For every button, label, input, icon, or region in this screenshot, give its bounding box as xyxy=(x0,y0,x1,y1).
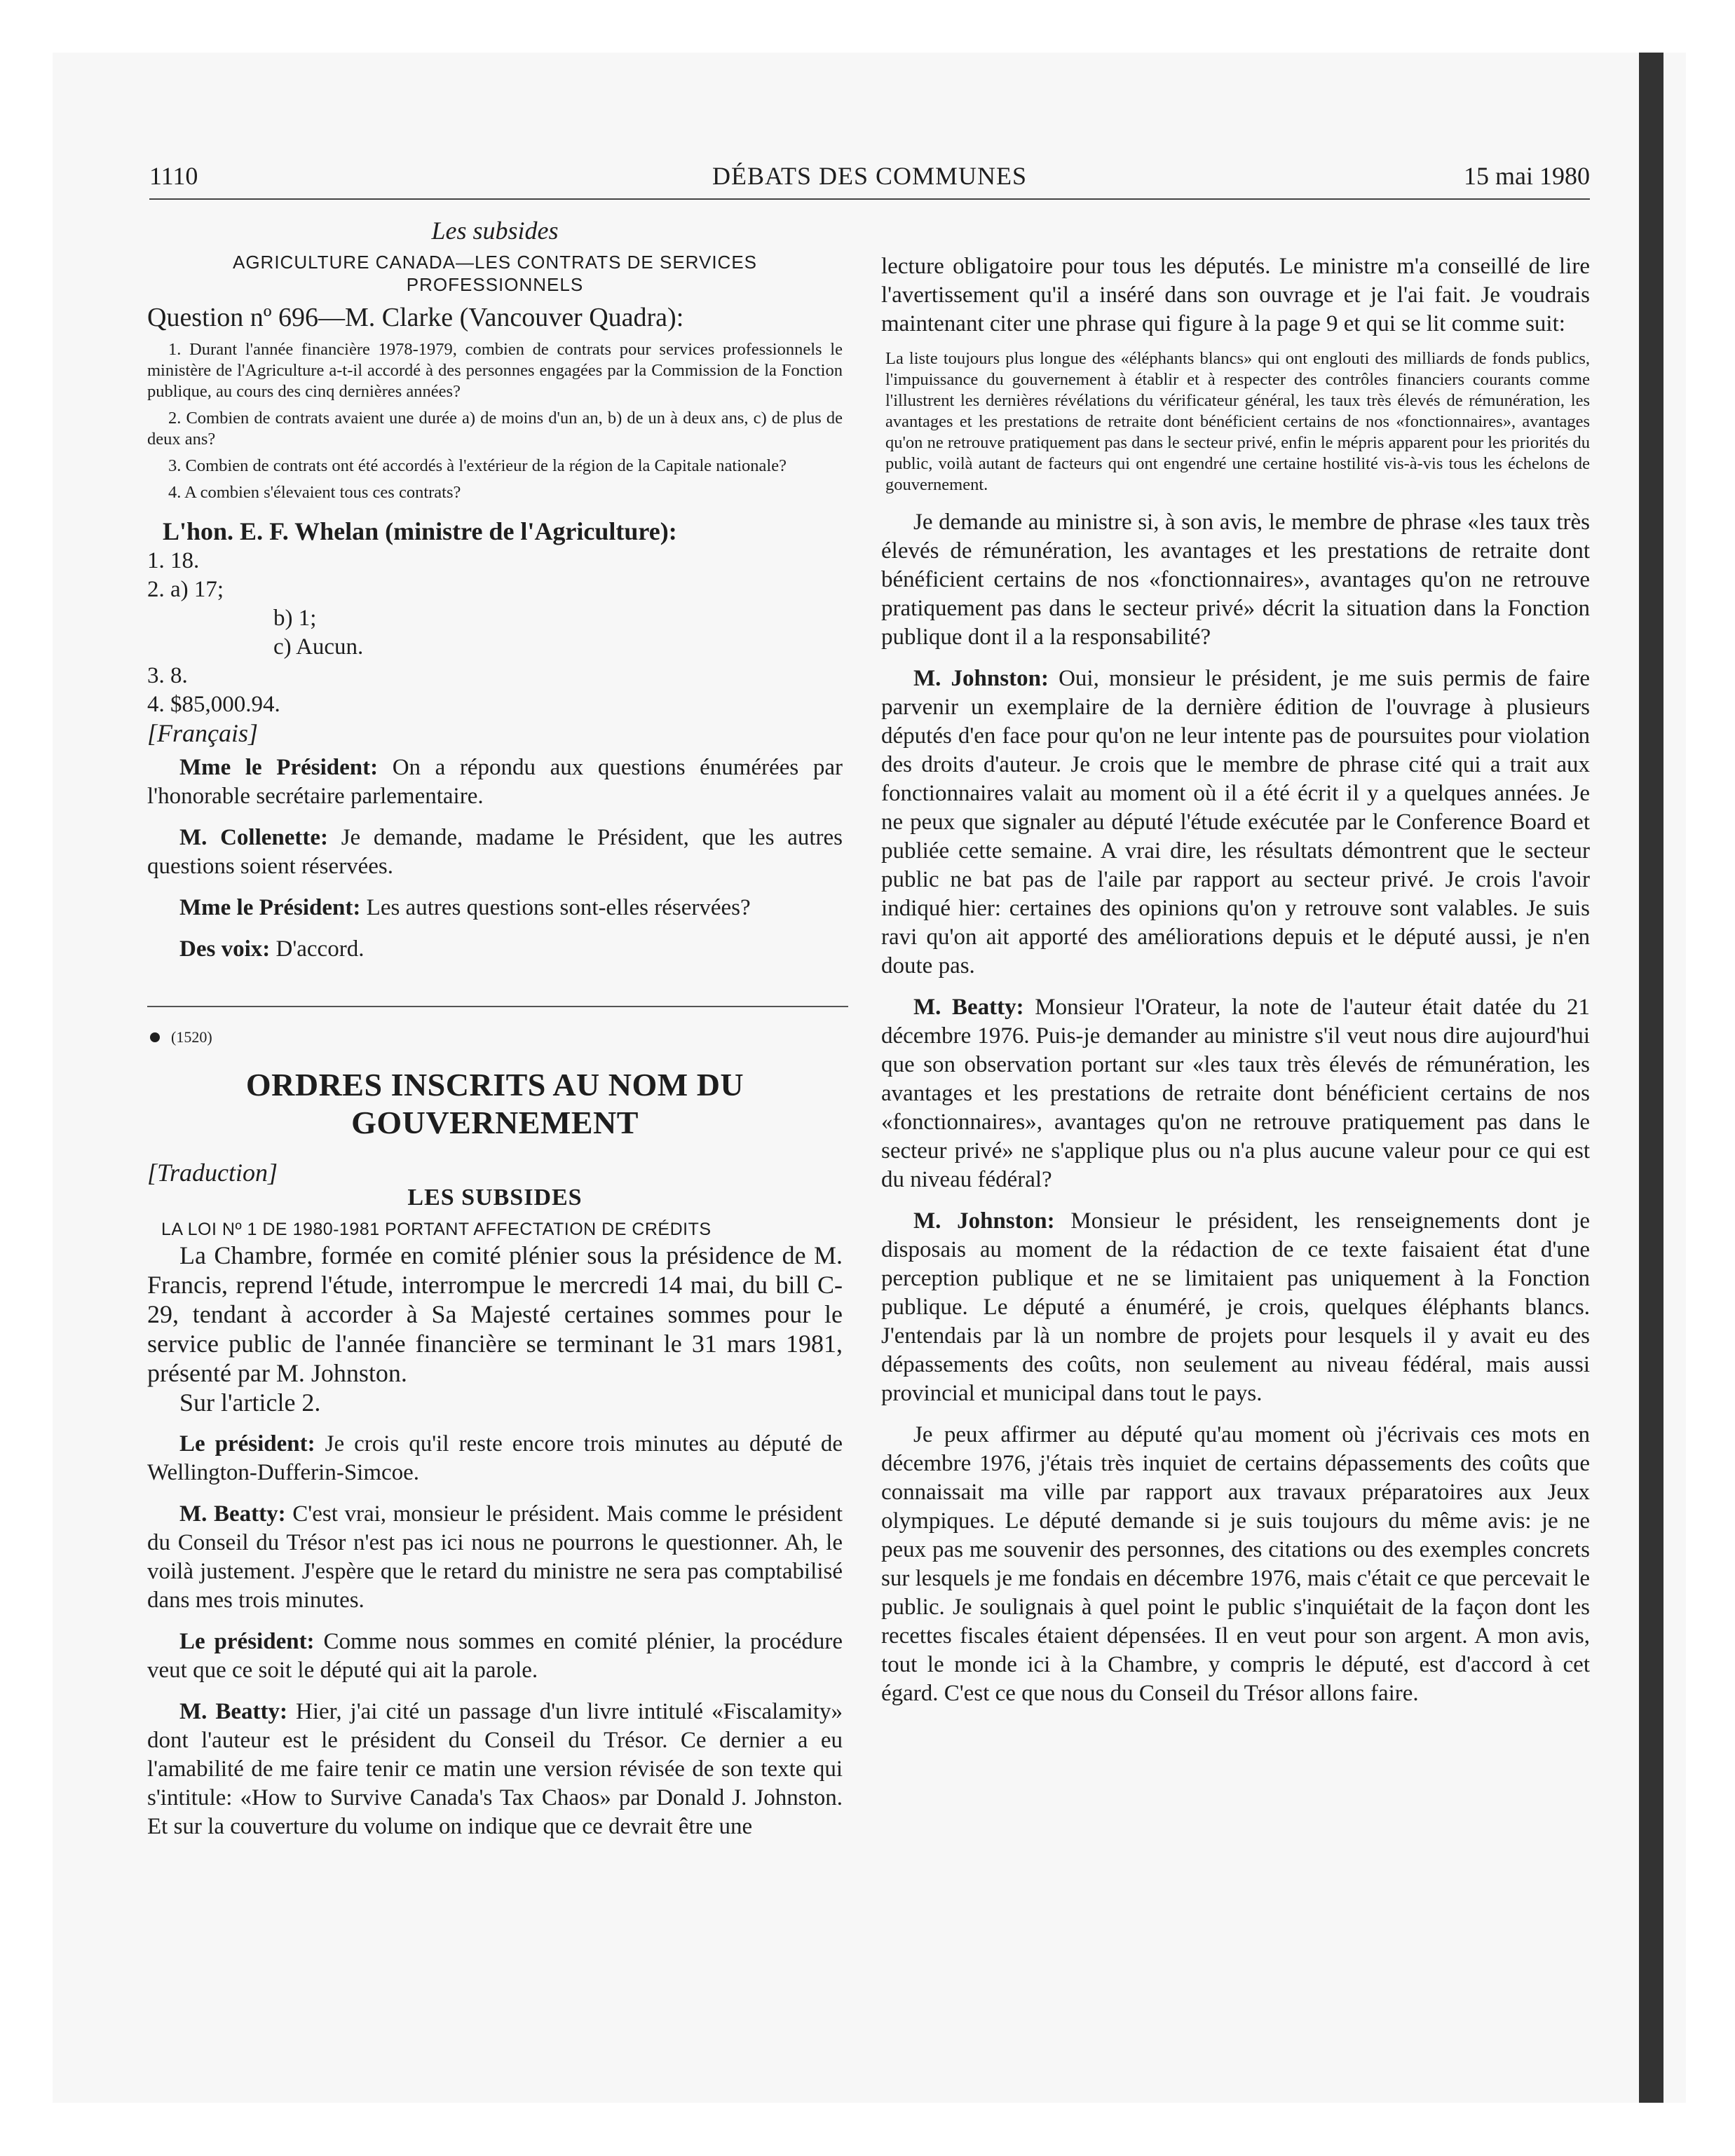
speaker-name: M. Johnston: xyxy=(913,666,1049,691)
book-quotation: La liste toujours plus longue des «éléphants blancs» qui ont englouti des milliards de fonds publics, l'impuissance du gouvernement à établir et à respecter des contrôles financiers courants comme l'illustrent les dernières révélations du vérificateur général, les taux très élevés de rémunération, les avantages et les prestations de retraite dont bénéficient certains de nos «fonctionnaires», avantages qu'on ne retrouve pratiquement pas dans le secteur privé, enfin le mépris apparent pour les priorités du public, voilà autant de facteurs qui ont engendré une certaine hostilité vis-à-vis tous les échelons de gouvernement. xyxy=(885,349,1590,494)
page-number: 1110 xyxy=(149,162,198,190)
johnston-continued: Je peux affirmer au député qu'au moment où j'écrivais ces mots en décembre 1976, j'étais très inquiet de certains dépassements des coûts que connaissait ma ville par rapport aux travaux préparatoires aux Jeux olympiques. Le député demande si je suis toujours du même avis: je ne peux pas me souvenir des personnes, des citations ou des exemples concrets sur lesquels je me fondais en décembre 1976, mais c'était ce que percevait le public. Je soulignais à quel point le public s'inquiétait de la façon dont les recettes fiscales étaient dépensées. Il en veut pour son argent. A mon avis, tout le monde ici à la Chambre, y compris le député, est d'accord à cet égard. C'est ce que nous du Conseil du Trésor allons faire. xyxy=(881,1422,1590,1706)
bill-title: LA LOI Nº 1 DE 1980-1981 PORTANT AFFECTATION DE CRÉDITS xyxy=(161,1220,712,1239)
language-note-francais: [Français] xyxy=(147,719,259,747)
answer-3: 3. 8. xyxy=(147,663,188,688)
timestamp-marker xyxy=(147,1028,843,1046)
speech-text: Les autres questions sont-elles réservées? xyxy=(360,895,751,920)
scan-binding-edge xyxy=(1639,53,1663,2103)
speech-chair-1 xyxy=(147,1430,843,1487)
speech-text: Monsieur l'Orateur, la note de l'auteur était datée du 21 décembre 1976. Puis-je demander au ministre s'il veut nous dire aujourd'hui que son observation portant sur «les taux très élevés de rémunération, les avantages et les prestations de retraite dont bénéficient certains de nos «fonctionnaires», avantages qu'on ne retrouve pratiquement pas dans le secteur privé» ne s'applique plus ou n'a plus aucune valeur pour ce qui est du niveau fédéral? xyxy=(881,995,1590,1192)
speaker-name: Mme le Président: xyxy=(179,895,361,920)
orders-heading: ORDRES INSCRITS AU NOM DU GOUVERNEMENT xyxy=(245,1067,744,1140)
timestamp-text: (1520) xyxy=(171,1028,212,1046)
left-column xyxy=(147,216,843,1841)
speech-text: D'accord. xyxy=(270,936,365,962)
answer-1: 1. 18. xyxy=(147,548,200,573)
answer-4: 4. $85,000.94. xyxy=(147,692,280,717)
speech-text: Je crois qu'il reste encore trois minutes au député de Wellington-Dufferin-Simcoe. xyxy=(147,1431,843,1485)
speaker-name: Le président: xyxy=(179,1431,315,1456)
right-column xyxy=(881,252,1590,1708)
speech-text: Oui, monsieur le président, je me suis permis de faire parvenir un exemplaire de la dernière édition de l'ouvrage à plusieurs députés d'en face pour qu'on ne leur intente pas de poursuites pour violation des droits d'auteur. Je crois que le membre de phrase cité qui a trait aux fonctionnaires valait au moment où il a été écrit il y a quelques années. Je ne peux que signaler au député l'étude exécutée par le Conference Board et publiée cette semaine. A vrai dire, les résultats démontrent que le secteur public ne bat pas de l'aile par rapport au secteur privé. Je crois l'avoir indiqué hier: certaines des opinions qu'on y retrouve sont valables. Je suis ravi qu'on ait apporté des améliorations depuis et le député aussi, je n'en doute pas. xyxy=(881,666,1590,978)
section-divider xyxy=(147,1006,848,1007)
language-note-traduction: [Traduction] xyxy=(147,1159,278,1187)
section-subsides-italic: Les subsides xyxy=(431,217,559,245)
speaker-name: Mme le Président: xyxy=(179,755,379,780)
running-title: DÉBATS DES COMMUNES xyxy=(712,162,1028,190)
subsides-heading: LES SUBSIDES xyxy=(407,1185,583,1210)
article-note: Sur l'article 2. xyxy=(179,1389,321,1417)
page-date: 15 mai 1980 xyxy=(1464,162,1590,190)
speech-text: C'est vrai, monsieur le président. Mais comme le président du Conseil du Trésor n'est pas ici nous ne pourrons le questionner. Ah, le voilà justement. J'espère que le retard du ministre ne sera pas comptabilisé dans mes trois minutes. xyxy=(147,1501,843,1613)
speech-president-1 xyxy=(147,753,843,811)
question-3: 3. Combien de contrats ont été accordés à l'extérieur de la région de la Capitale nationale? xyxy=(168,456,787,475)
question-to-minister: Je demande au ministre si, à son avis, le membre de phrase «les taux très élevés de rémunération, les avantages et les prestations de retraite dont bénéficient certains de nos «fonctionnaires», avantages qu'on ne retrouve pratiquement pas dans le secteur privé» décrit la situation dans la Fonction publique dont il a la responsabilité? xyxy=(881,510,1590,650)
page-header xyxy=(149,161,1590,195)
speech-des-voix xyxy=(147,935,843,964)
speaker-name: M. Beatty: xyxy=(179,1501,286,1527)
speech-johnston-1 xyxy=(881,664,1590,981)
speaker-name: Des voix: xyxy=(179,936,271,962)
speech-beatty-3 xyxy=(881,993,1590,1194)
speech-collenette xyxy=(147,824,843,881)
question-topic: AGRICULTURE CANADA—LES CONTRATS DE SERVICES PROFESSIONNELS xyxy=(232,252,758,295)
speech-text: Comme nous sommes en comité plénier, la procédure veut que ce soit le député qui ait la parole. xyxy=(147,1629,843,1683)
speaker-name: Le président: xyxy=(179,1629,315,1654)
header-rule xyxy=(149,198,1590,200)
answer-list xyxy=(147,547,843,719)
speech-text: Hier, j'ai cité un passage d'un livre intitulé «Fiscalamity» dont l'auteur est le président du Conseil du Trésor. Ce dernier a eu l'amabilité de me faire tenir ce matin une version révisée de son texte qui s'intitule: «How to Survive Canada's Tax Chaos» par Donald J. Johnston. Et sur la couverture du volume on indique que ce devrait être une xyxy=(147,1699,843,1839)
continued-paragraph: lecture obligatoire pour tous les députés. Le ministre m'a conseillé de lire l'avertissement qu'il a inséré dans son ouvrage et je l'ai fait. Je voudrais maintenant citer une phrase qui figure à la page 9 et qui se lit comme suit: xyxy=(881,254,1590,336)
question-2: 2. Combien de contrats avaient une durée a) de moins d'un an, b) de un à deux ans, c) de plus de deux ans? xyxy=(147,409,843,449)
answer-2b: b) 1; xyxy=(273,606,317,631)
speech-text: Monsieur le président, les renseignements dont je disposais au moment de la rédaction de ce texte faisaient état d'une perception publique et ne se limitaient pas uniquement à la Fonction publique. Le député a énuméré, je crois, quelques éléphants blancs. J'entendais par là un nombre de projets pour lesquels il y avait eu des dépassements des coûts, non seulement au niveau fédéral, mais aussi provincial et municipal dans tout le pays. xyxy=(881,1208,1590,1406)
speaker-name: M. Beatty: xyxy=(913,995,1024,1020)
question-heading xyxy=(147,301,843,334)
bullet-dot-icon xyxy=(150,1032,160,1042)
speech-text: Je demande, madame le Président, que les autres questions soient réservées. xyxy=(147,825,843,879)
speech-johnston-2 xyxy=(881,1207,1590,1408)
answer-heading: L'hon. E. F. Whelan (ministre de l'Agriculture): xyxy=(163,517,677,545)
speaker-name: M. Collenette: xyxy=(179,825,329,850)
speech-president-2 xyxy=(147,894,843,922)
answer-2c: c) Aucun. xyxy=(273,634,364,660)
speaker-name: M. Johnston: xyxy=(913,1208,1055,1234)
speaker-name: M. Beatty: xyxy=(179,1699,288,1724)
question-1: 1. Durant l'année financière 1978-1979, combien de contrats pour services professionnels le ministère de l'Agriculture a-t-il accordé à des personnes engagées par la Commission de la Fonction publique, au cours des cinq dernières années? xyxy=(147,340,843,401)
speech-beatty-1 xyxy=(147,1500,843,1615)
speech-chair-2 xyxy=(147,1628,843,1685)
answer-2a: 2. a) 17; xyxy=(147,577,224,602)
question-4: 4. A combien s'élevaient tous ces contrats? xyxy=(168,483,461,502)
question-heading-text: Question nº 696—M. Clarke (Vancouver Quadra): xyxy=(147,303,684,332)
committee-paragraph: La Chambre, formée en comité plénier sous la présidence de M. Francis, reprend l'étude, interrompue le mercredi 14 mai, du bill C-29, tendant à accorder à Sa Majesté certaines sommes pour le service public de l'année financière se terminant le 31 mars 1981, présenté par M. Johnston. xyxy=(147,1241,843,1387)
speech-text: On a répondu aux questions énumérées par l'honorable secrétaire parlementaire. xyxy=(147,755,843,809)
speech-beatty-2 xyxy=(147,1698,843,1841)
